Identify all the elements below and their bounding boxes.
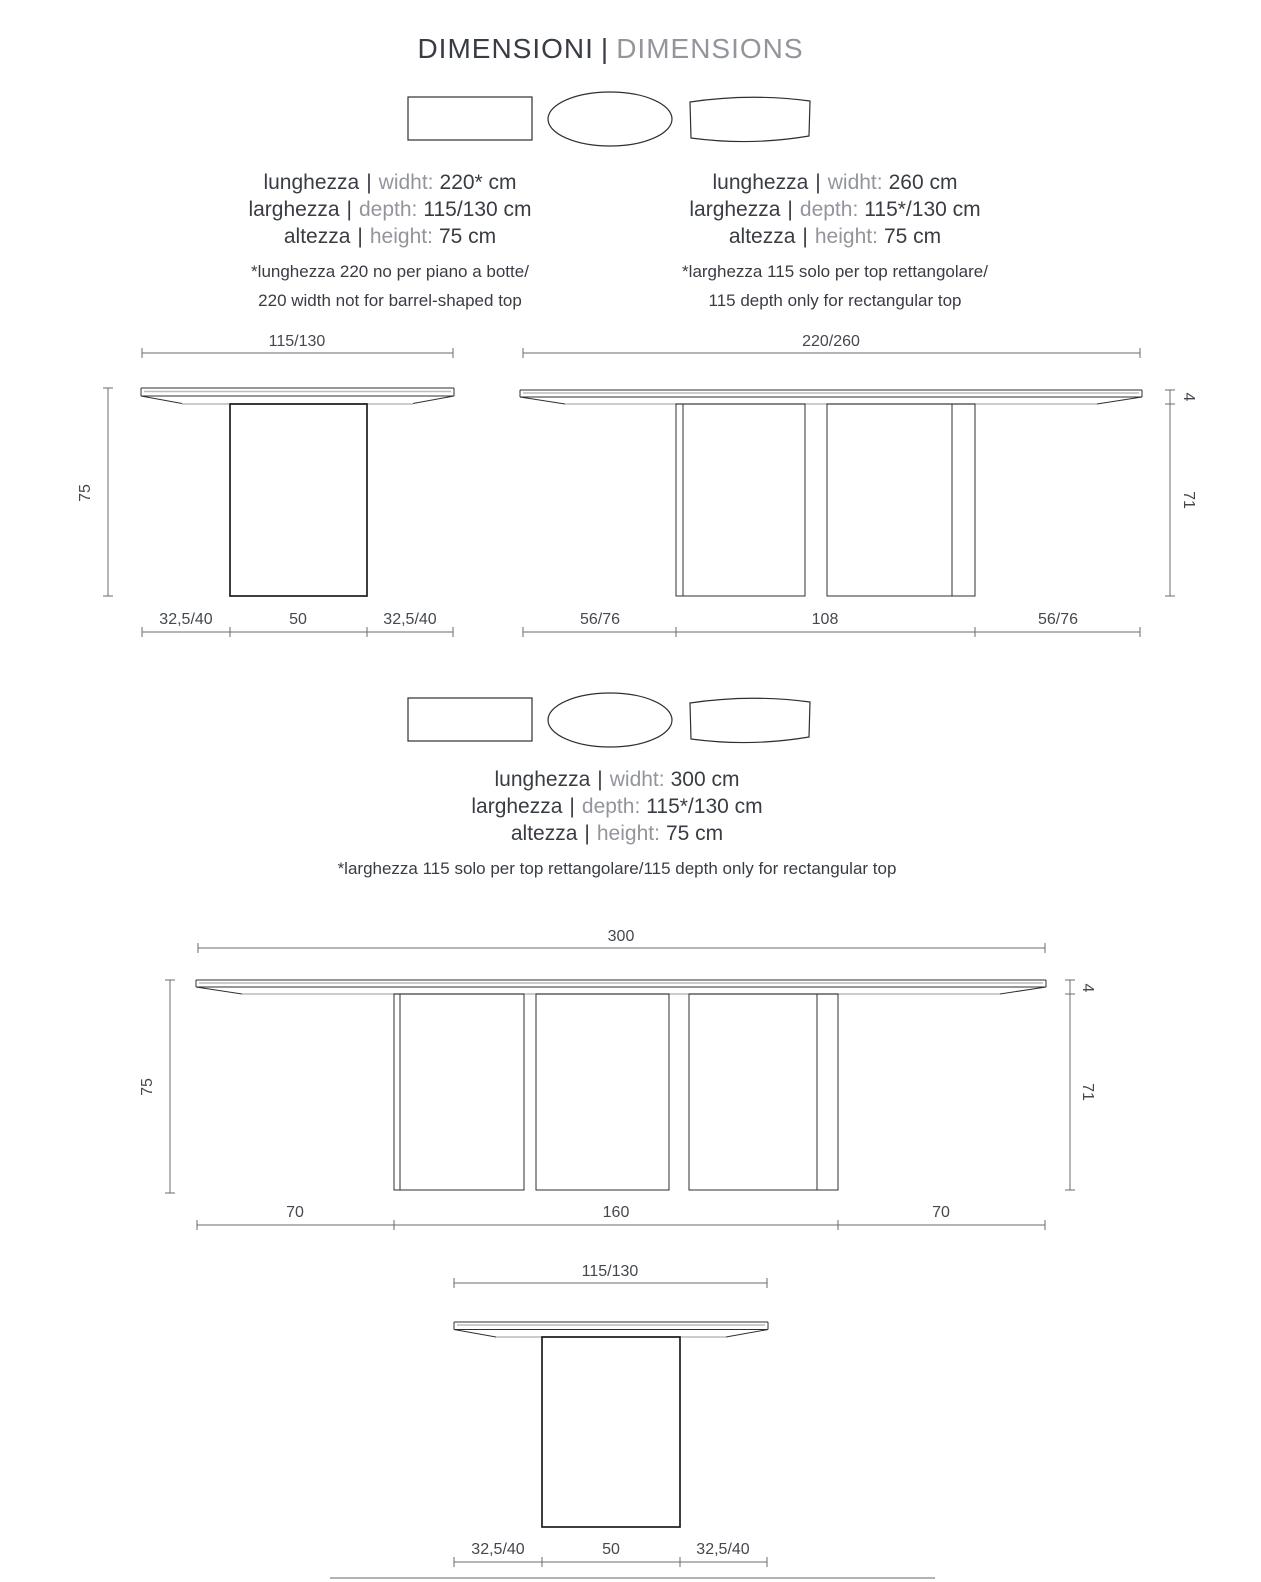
spec-line-height [317, 820, 917, 847]
page-crop-line [330, 1576, 935, 1582]
dim-height-left [77, 388, 113, 596]
dim-bottom-segments [523, 611, 1140, 637]
spec-footnote [160, 257, 620, 315]
drawing-table-300-side [130, 905, 1130, 1235]
pedestal-leg-left [676, 404, 805, 596]
label-en: height: [369, 225, 433, 248]
barrel-top-icon [690, 97, 810, 141]
spec-line-height [160, 223, 620, 250]
oval-top-icon [548, 693, 672, 747]
value: 75 cm [438, 225, 497, 248]
dim-height-left [139, 980, 175, 1193]
oval-top-icon [548, 92, 672, 146]
value: 300 cm [670, 768, 740, 791]
dim-width-top [523, 333, 1140, 358]
pedestal-legs [676, 404, 975, 596]
dim-bottom-segments [454, 1541, 767, 1567]
value: 75 cm [665, 822, 724, 845]
pedestal-legs [394, 994, 838, 1190]
dim-label-overhang-right: 32,5/40 [383, 611, 437, 628]
spec-line-depth [317, 793, 917, 820]
barrel-top-icon [690, 698, 810, 742]
drawing-table-220-front [70, 330, 480, 646]
spec-line-depth [605, 196, 1065, 223]
dim-label-leg-width: 50 [602, 1541, 620, 1558]
pedestal-leg [230, 404, 367, 596]
dim-label-overhang-right: 70 [932, 1204, 950, 1221]
dim-width-top [454, 1263, 767, 1288]
footnote-line: *lunghezza 220 no per piano a botte/ [251, 262, 529, 281]
dim-label-height: 75 [139, 1078, 156, 1096]
spec-block-300 [317, 766, 917, 883]
pipe: | [357, 225, 363, 248]
dim-label-overhang-right: 56/76 [1037, 611, 1079, 628]
footnote-line: 220 width not for barrel-shaped top [258, 291, 522, 310]
spec-line-width [160, 169, 620, 196]
drawing-table-260-side [490, 330, 1200, 646]
label-en: widht: [609, 768, 665, 791]
footnote-line: 115 depth only for rectangular top [708, 291, 962, 310]
label-it: altezza [283, 225, 351, 248]
dim-height-right [1065, 980, 1096, 1190]
title-italian: DIMENSIONI [417, 33, 594, 64]
value: 260 cm [888, 171, 958, 194]
dim-label-width: 115/130 [581, 1263, 639, 1280]
pedestal-leg-middle [536, 994, 669, 1190]
dim-label-top-thickness: 4 [1079, 983, 1096, 993]
spec-line-width [605, 169, 1065, 196]
pipe: | [597, 768, 603, 791]
pipe: | [584, 822, 590, 845]
pipe: | [366, 171, 372, 194]
dim-bottom-segments [197, 1204, 1045, 1230]
pipe: | [346, 198, 352, 221]
pipe: | [787, 198, 793, 221]
dim-label-overhang-left: 32,5/40 [471, 1541, 525, 1558]
spec-block-220 [160, 169, 620, 315]
dim-bottom-segments [142, 611, 453, 637]
value: 115/130 cm [423, 198, 532, 221]
label-en: widht: [827, 171, 883, 194]
label-it: larghezza [471, 795, 563, 818]
dim-label-width: 220/260 [802, 333, 860, 350]
label-it: larghezza [689, 198, 781, 221]
dim-width-top [198, 928, 1045, 953]
dim-label-top-thickness: 4 [1180, 392, 1197, 402]
dim-label-legs-span: 108 [811, 611, 839, 628]
dim-label-leg-height: 71 [1079, 1083, 1096, 1101]
label-it: larghezza [248, 198, 340, 221]
top-shape-options-row-1 [395, 85, 865, 150]
rectangular-top-icon [408, 698, 532, 741]
title-english: DIMENSIONS [616, 33, 804, 64]
spec-block-260 [605, 169, 1065, 315]
rectangular-top-icon [408, 97, 532, 140]
spec-footnote [317, 854, 917, 883]
dim-label-legs-span: 160 [602, 1204, 630, 1221]
pipe: | [815, 171, 821, 194]
label-en: widht: [378, 171, 434, 194]
label-it: altezza [510, 822, 578, 845]
spec-line-height [605, 223, 1065, 250]
label-it: lunghezza [263, 171, 360, 194]
spec-footnote [605, 257, 1065, 315]
dim-label-overhang-left: 56/76 [579, 611, 621, 628]
dim-label-height: 75 [77, 484, 94, 502]
dim-label-leg-height: 71 [1180, 491, 1197, 509]
top-shape-options-row-2 [395, 686, 865, 751]
dim-label-width: 300 [607, 928, 635, 945]
footnote-line: *larghezza 115 solo per top rettangolare/115 depth only for rectangular top [337, 859, 897, 878]
dim-label-overhang-left: 32,5/40 [159, 611, 213, 628]
spec-line-depth [160, 196, 620, 223]
pipe: | [802, 225, 808, 248]
pedestal-leg-right [827, 404, 975, 596]
title-separator: | [600, 33, 610, 64]
value: 75 cm [883, 225, 942, 248]
pipe: | [569, 795, 575, 818]
label-it: lunghezza [494, 768, 591, 791]
tabletop-profile [454, 1322, 768, 1337]
pedestal-leg-right [689, 994, 838, 1190]
dim-label-overhang-left: 70 [286, 1204, 304, 1221]
label-en: depth: [581, 795, 641, 818]
pedestal-leg-left [394, 994, 524, 1190]
footnote-line: *larghezza 115 solo per top rettangolare/ [682, 262, 988, 281]
label-it: altezza [728, 225, 796, 248]
tabletop-profile [141, 388, 454, 404]
pedestal-leg [542, 1337, 680, 1527]
label-en: height: [814, 225, 878, 248]
tabletop-profile [196, 980, 1046, 994]
dim-label-width: 115/130 [268, 333, 326, 350]
label-en: height: [596, 822, 660, 845]
label-en: depth: [358, 198, 418, 221]
drawing-table-300-front [380, 1255, 860, 1575]
dim-label-overhang-right: 32,5/40 [696, 1541, 750, 1558]
label-en: depth: [799, 198, 859, 221]
dim-width-top [142, 333, 453, 358]
page-title [0, 33, 1221, 65]
tabletop-profile [520, 390, 1142, 404]
value: 115*/130 cm [646, 795, 763, 818]
value: 115*/130 cm [864, 198, 981, 221]
spec-line-width [317, 766, 917, 793]
label-it: lunghezza [712, 171, 809, 194]
value: 220* cm [439, 171, 517, 194]
dim-label-leg-width: 50 [289, 611, 307, 628]
dim-height-right [1165, 390, 1197, 596]
